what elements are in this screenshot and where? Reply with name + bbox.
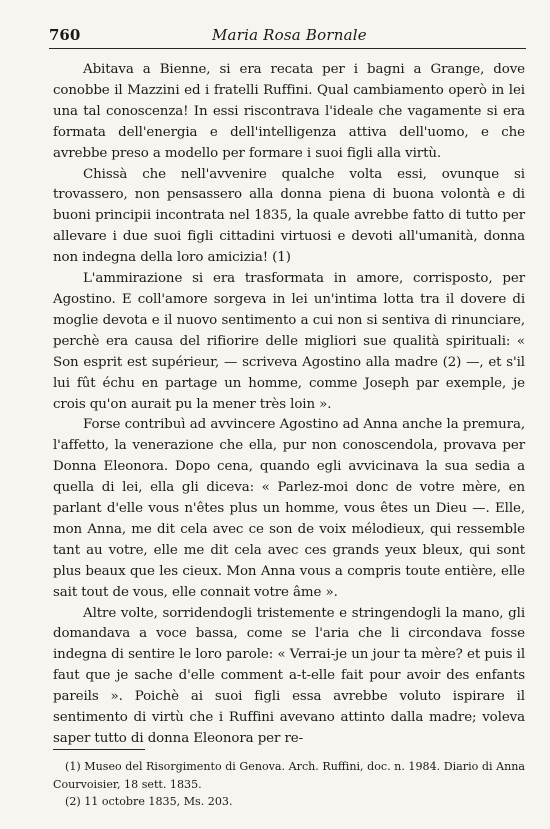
paragraph: Forse contribuì ad avvincere Agostino ad Anna anche la premura, l'affetto, la venerazione che ella, pur non conoscendola, provava per Donna Eleonora. Dopo cena, quando egli avvicinava la sua sedia a quella di lei, ella gli diceva: « Parlez-moi donc de votre mère, en parlant d'elle vous n'êtes plus un homme, vous êtes un Dieu —. Elle, mon Anna, me dit cela avec ce son de voix mélodieux, qui ressemble tant au votre, elle me dit cela avec ces grands yeux bleux, qui sont plus beaux que les cieux. Mon Anna vous a compris toute entière, elle sait tout de vous, elle connait votre âme ».: [53, 417, 525, 600]
paragraph: Altre volte, sorridendogli tristemente e stringendogli la mano, gli domandava a voce bassa, come se l'aria che li circondava fosse indegna di sentire le loro parole: « Verrai-je un jour ta mère? et puis il faut que je sache d'elle comment a-t-elle fait pour avoir des enfants pareils ». Poichè ai suoi figli essa avrebbe voluto ispirare il sentimento di virtù che i Ruffini avevano attinto dalla madre; voleva saper tutto di donna Eleonora per re-: [53, 605, 525, 746]
footnote: (1) Museo del Risorgimento di Genova. Arch. Ruffini, doc. n. 1984. Diario di Anna Courvoisier, 18 sett. 1835.: [53, 760, 525, 791]
footnote: (2) 11 octobre 1835, Ms. 203.: [65, 795, 233, 808]
footnotes: [53, 758, 525, 811]
paragraph: Abitava a Bienne, si era recata per i bagni a Grange, dove conobbe il Mazzini ed i fratelli Ruffini. Qual cambiamento operò in lei una tal conoscenza! In essi riscontrava l'ideale che vagamente si era formata dell'energia e dell'intelligenza attiva dell'uomo, e che avrebbe preso a modello per formare i suoi figli alla virtù.: [53, 62, 525, 161]
page-header: [49, 18, 526, 49]
running-title: Maria Rosa Bornale: [212, 26, 367, 44]
footnote-rule: [53, 749, 145, 750]
page-number: 760: [49, 26, 81, 44]
paragraph: L'ammirazione si era trasformata in amore, corrisposto, per Agostino. E coll'amore sorgeva in lei un'intima lotta tra il dovere di moglie devota e il nuovo sentimento a cui non si sentiva di rinunciare, perchè era causa del rifiorire delle migliori sue qualità spirituali: « Son esprit est supérieur, — scriveva Agostino alla madre (2) —, et s'il lui fût échu en partage un homme, comme Joseph par exemple, je crois qu'on aurait pu la mener très loin ».: [53, 271, 525, 412]
paragraph: Chissà che nell'avvenire qualche volta essi, ovunque si trovassero, non pensassero alla donna piena di buona volontà e di buoni principii incontrata nel 1835, la quale avrebbe fatto di tutto per allevare i due suoi figli cittadini virtuosi e devoti all'umanità, donna non indegna della loro amicizia! (1): [53, 166, 525, 266]
body-text: [53, 60, 525, 750]
